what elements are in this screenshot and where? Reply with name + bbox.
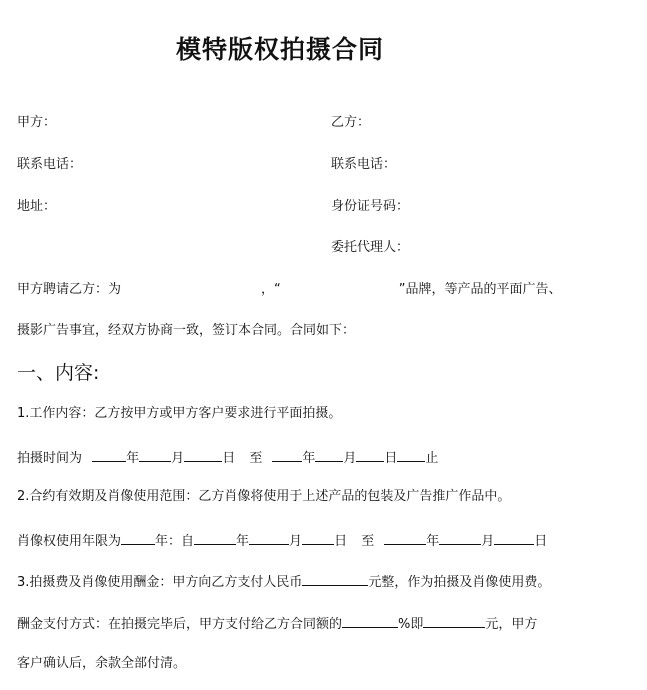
payment-text-1: 酬金支付方式：在拍摄完毕后，甲方支付给乙方合同额的 — [17, 617, 343, 632]
shoot-time-to: 至 — [249, 451, 263, 466]
portrait-start-day-blank — [302, 530, 334, 545]
shoot-end-year-blank — [272, 447, 302, 462]
shoot-end-blank — [397, 447, 425, 462]
shoot-end-month-blank — [315, 447, 343, 462]
party-a-phone-label: 联系电话： — [17, 157, 83, 172]
item-3-text-1: 3.拍摄费及肖像使用酬金：甲方向乙方支付人民币 — [17, 575, 303, 590]
portrait-end-month-unit: 月 — [481, 534, 495, 549]
payment-method-line — [17, 613, 537, 634]
portrait-end-day-blank — [494, 530, 534, 545]
shoot-time-line — [17, 447, 438, 468]
shoot-start-month-unit: 月 — [171, 451, 185, 466]
intro-text-2: ，“ — [261, 282, 281, 297]
portrait-term-line — [17, 530, 547, 551]
item-3-text-2: 元整，作为拍摄及肖像使用费。 — [368, 575, 551, 590]
portrait-start-month-unit: 月 — [289, 534, 303, 549]
shoot-start-month-blank — [139, 447, 171, 462]
item-1-work-content: 1.工作内容：乙方按甲方或甲方客户要求进行平面拍摄。 — [17, 406, 342, 421]
portrait-start-year-blank — [194, 530, 236, 545]
shoot-time-end: 止 — [425, 451, 439, 466]
intro-line-1 — [17, 281, 562, 299]
shoot-start-day-blank — [184, 447, 222, 462]
payment-amount-blank — [423, 613, 485, 628]
portrait-year-from: 年：自 — [155, 534, 195, 549]
portrait-end-year-unit: 年 — [426, 534, 440, 549]
document-title: 模特版权拍摄合同 — [176, 35, 385, 64]
portrait-term-label: 肖像权使用年限为 — [17, 534, 122, 549]
party-b-label: 乙方： — [331, 115, 371, 130]
shoot-end-day-blank — [356, 447, 384, 462]
portrait-start-month-blank — [249, 530, 289, 545]
fee-amount-blank — [302, 571, 368, 586]
portrait-start-year-unit: 年 — [236, 534, 250, 549]
item-2-validity-scope: 2.合约有效期及肖像使用范围：乙方肖像将使用于上述产品的包装及广告推广作品中。 — [17, 489, 511, 504]
intro-text-1: 甲方聘请乙方：为 — [17, 282, 122, 297]
portrait-end-month-blank — [439, 530, 481, 545]
party-b-phone-label: 联系电话： — [331, 157, 397, 172]
party-a-address-label: 地址： — [17, 199, 57, 214]
portrait-start-day-unit: 日 — [334, 534, 348, 549]
party-a-label: 甲方： — [17, 115, 57, 130]
portrait-years-blank — [121, 530, 155, 545]
payment-text-3: 元，甲方 — [485, 617, 538, 632]
shoot-start-year-blank — [92, 447, 126, 462]
payment-text-2: %即 — [398, 617, 424, 632]
shoot-end-month-unit: 月 — [343, 451, 357, 466]
item-3-fee-line — [17, 571, 550, 592]
party-b-id-label: 身份证号码： — [331, 199, 410, 214]
shoot-end-day-unit: 日 — [384, 451, 398, 466]
portrait-to: 至 — [361, 534, 375, 549]
party-b-agent-label: 委托代理人： — [331, 240, 410, 255]
portrait-end-day-unit: 日 — [534, 534, 548, 549]
payment-line-2: 客户确认后，余款全部付清。 — [17, 656, 187, 671]
shoot-end-year-unit: 年 — [302, 451, 316, 466]
shoot-time-label: 拍摄时间为 — [17, 451, 83, 466]
payment-percent-blank — [342, 613, 398, 628]
portrait-end-year-blank — [384, 530, 426, 545]
intro-line-2: 摄影广告事宜，经双方协商一致，签订本合同。合同如下： — [17, 323, 356, 338]
section-heading-content: 一、内容: — [17, 362, 100, 384]
intro-text-3: ”品牌，等产品的平面广告、 — [398, 282, 562, 297]
shoot-start-year-unit: 年 — [126, 451, 140, 466]
shoot-start-day-unit: 日 — [222, 451, 236, 466]
